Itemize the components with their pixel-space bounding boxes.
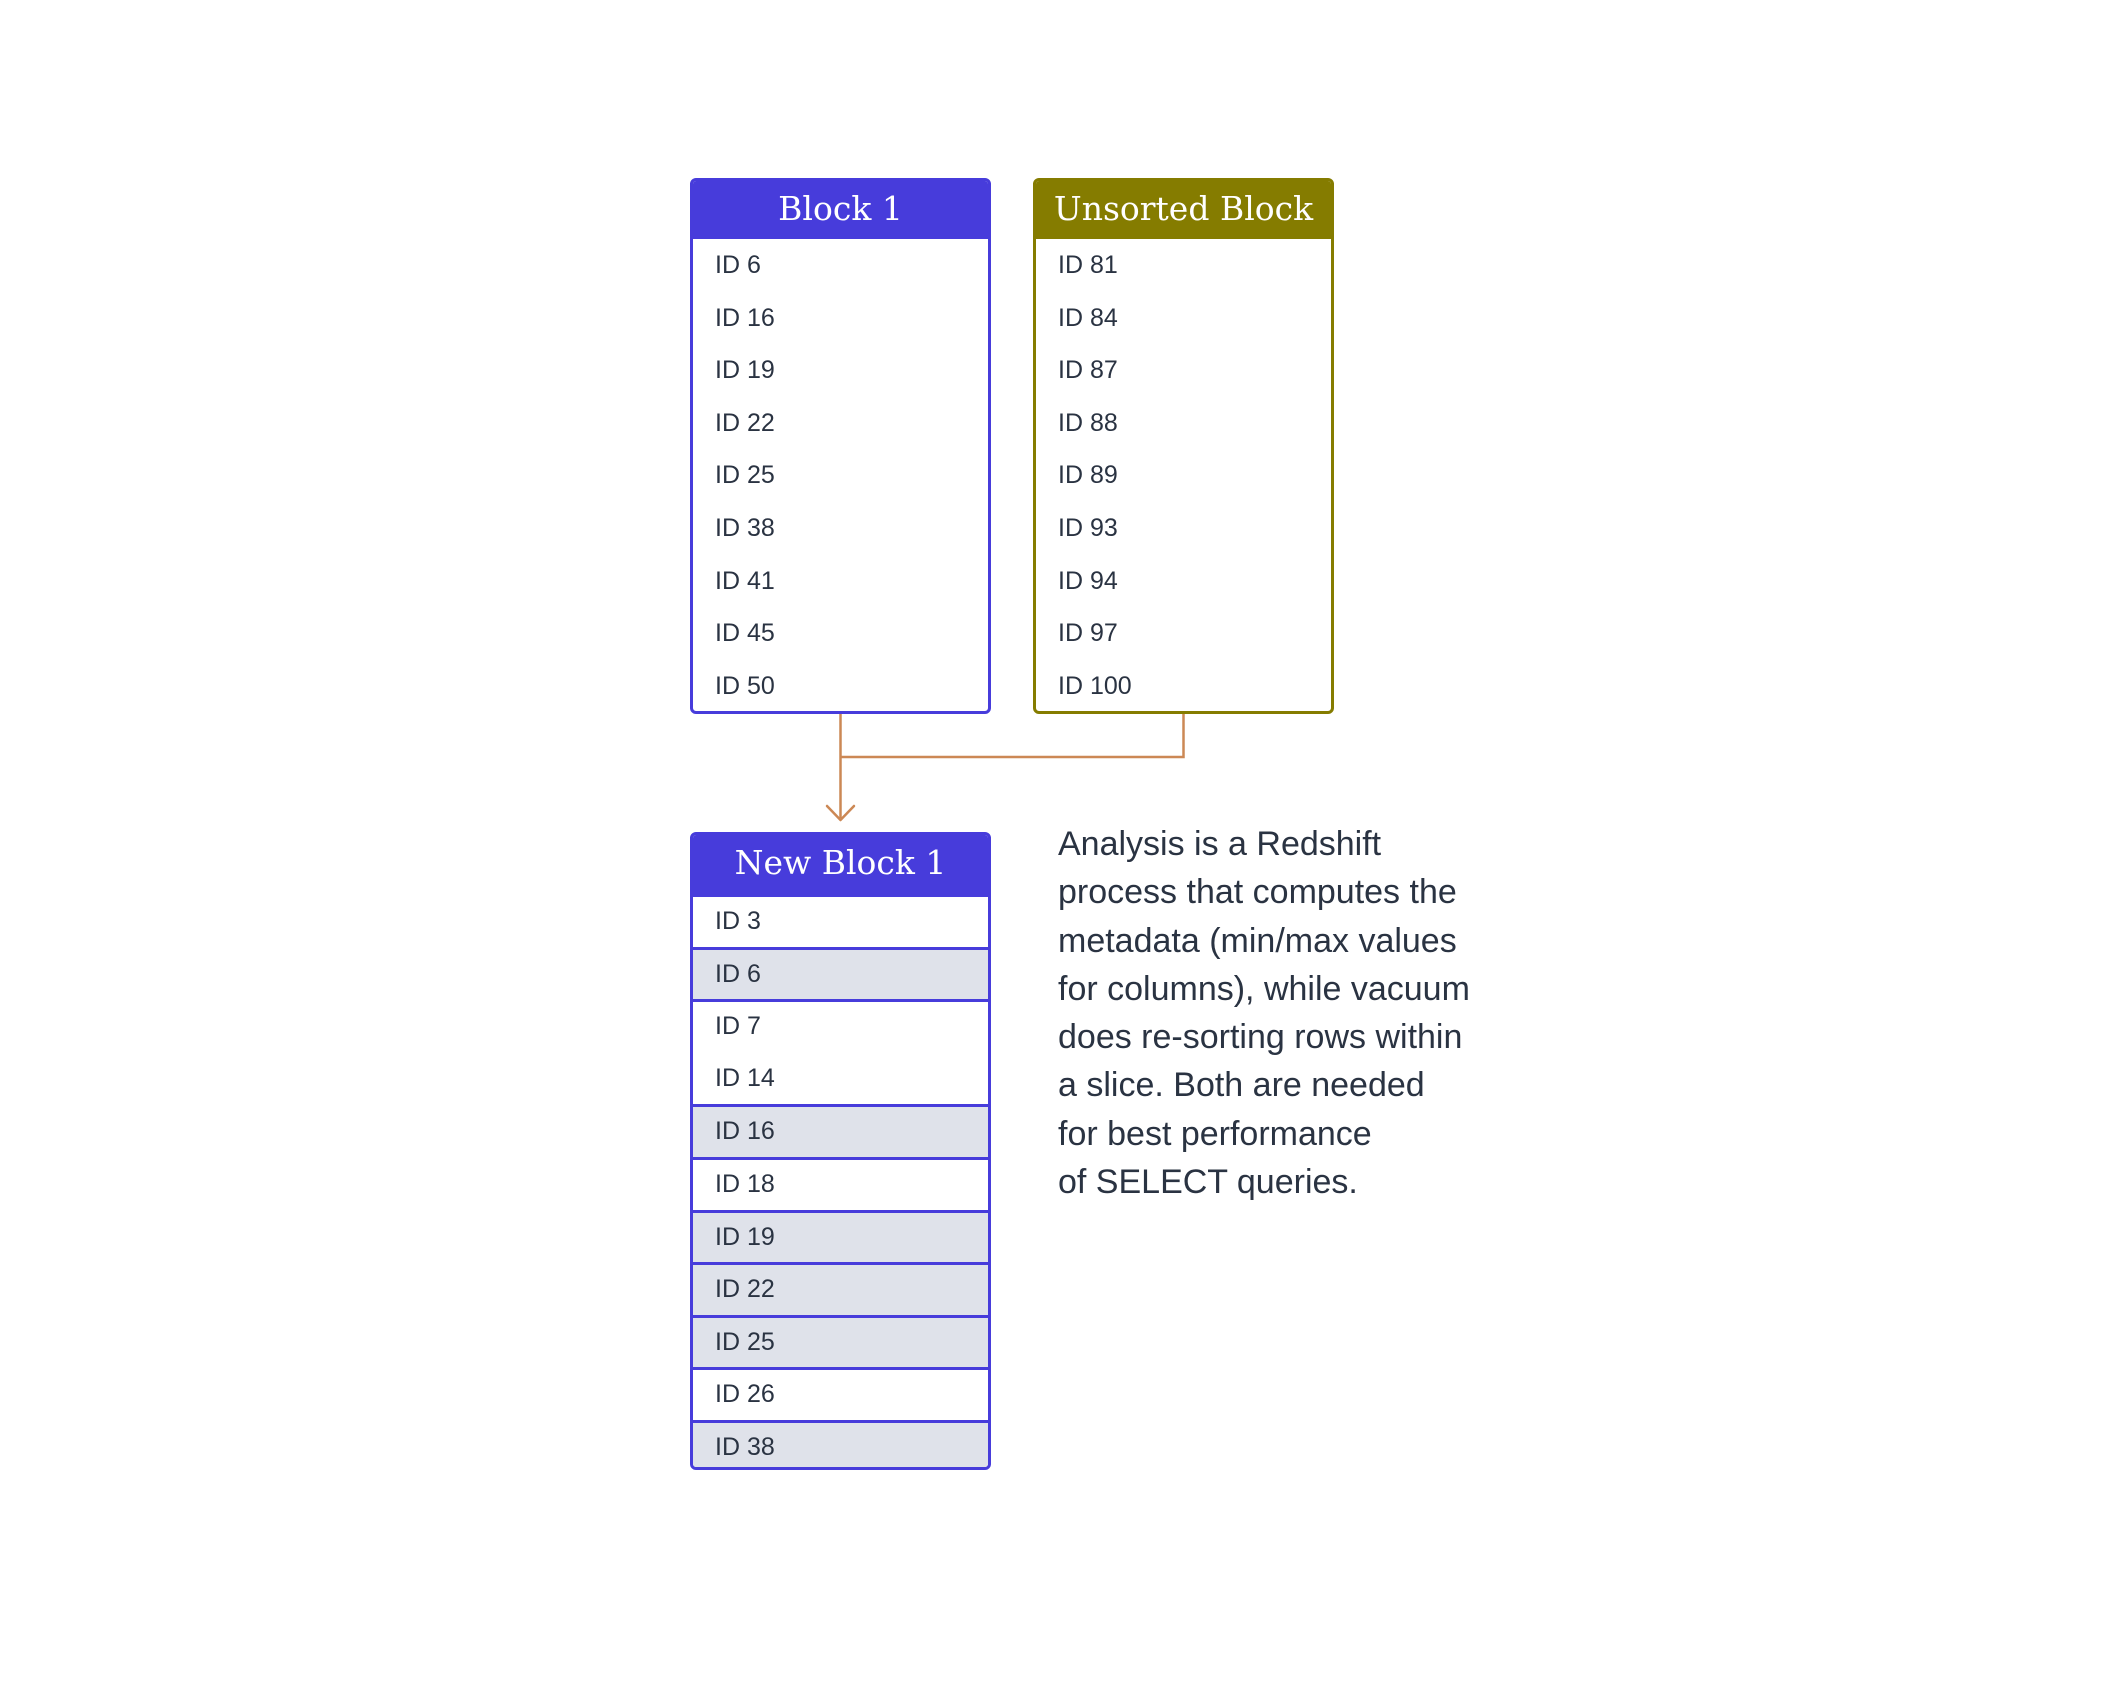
unsorted-block-row: ID 88 xyxy=(1058,408,1118,437)
unsorted-block-row: ID 100 xyxy=(1058,671,1132,700)
new-block-1-row: ID 3 xyxy=(693,894,988,947)
unsorted-block-row: ID 94 xyxy=(1058,566,1118,595)
new-block-1-row: ID 14 xyxy=(715,1063,775,1092)
new-block-1-row: ID 25 xyxy=(693,1315,988,1368)
note-line: for columns), while vacuum xyxy=(1058,969,1470,1008)
block-1-row: ID 50 xyxy=(715,671,775,700)
note-line: for best performance xyxy=(1058,1114,1372,1153)
note-line: Analysis is a Redshift xyxy=(1058,825,1382,863)
block-1-row: ID 45 xyxy=(715,619,775,648)
unsorted-block-row: ID 93 xyxy=(1058,513,1118,542)
unsorted-block-row: ID 89 xyxy=(1058,461,1118,490)
note-line: does re-sorting rows within xyxy=(1058,1018,1463,1057)
block-1-row: ID 22 xyxy=(715,408,775,437)
unsorted-block-row: ID 97 xyxy=(1058,619,1118,648)
merge-connector-line xyxy=(841,714,1184,818)
new-block-1-row: ID 16 xyxy=(693,1104,988,1157)
block-1-row: ID 25 xyxy=(715,461,775,490)
new-block-1-rows xyxy=(693,894,988,1470)
new-block-1-row: ID 7 xyxy=(693,999,988,1052)
note-line: metadata (min/max values xyxy=(1058,921,1457,960)
new-block-1-row: ID 18 xyxy=(693,1157,988,1210)
new-block-1-row: ID 38 xyxy=(693,1420,988,1470)
new-block-1-row: ID 6 xyxy=(693,947,988,1000)
new-block-1-row: ID 22 xyxy=(693,1262,988,1315)
new-block-1-title: New Block 1 xyxy=(693,835,988,894)
unsorted-block-row: ID 81 xyxy=(1058,251,1118,279)
block-1-row: ID 16 xyxy=(715,303,775,332)
block-1-row: ID 6 xyxy=(715,251,761,279)
block-1-title: Block 1 xyxy=(693,181,988,239)
unsorted-block-row: ID 84 xyxy=(1058,303,1118,332)
block-1-row: ID 19 xyxy=(715,356,775,385)
note-line: of SELECT queries. xyxy=(1058,1163,1358,1202)
block-1-row: ID 41 xyxy=(715,566,775,595)
analysis-note xyxy=(1058,820,1528,1206)
new-block-1 xyxy=(690,832,991,1470)
unsorted-block-title: Unsorted Block xyxy=(1036,181,1331,239)
block-1-row: ID 38 xyxy=(715,513,775,542)
new-block-1-row: ID 26 xyxy=(693,1367,988,1420)
note-line: a slice. Both are needed xyxy=(1058,1066,1425,1105)
new-block-1-row: ID 19 xyxy=(693,1210,988,1263)
note-line: process that computes the xyxy=(1058,873,1457,912)
unsorted-block-row: ID 87 xyxy=(1058,356,1118,385)
